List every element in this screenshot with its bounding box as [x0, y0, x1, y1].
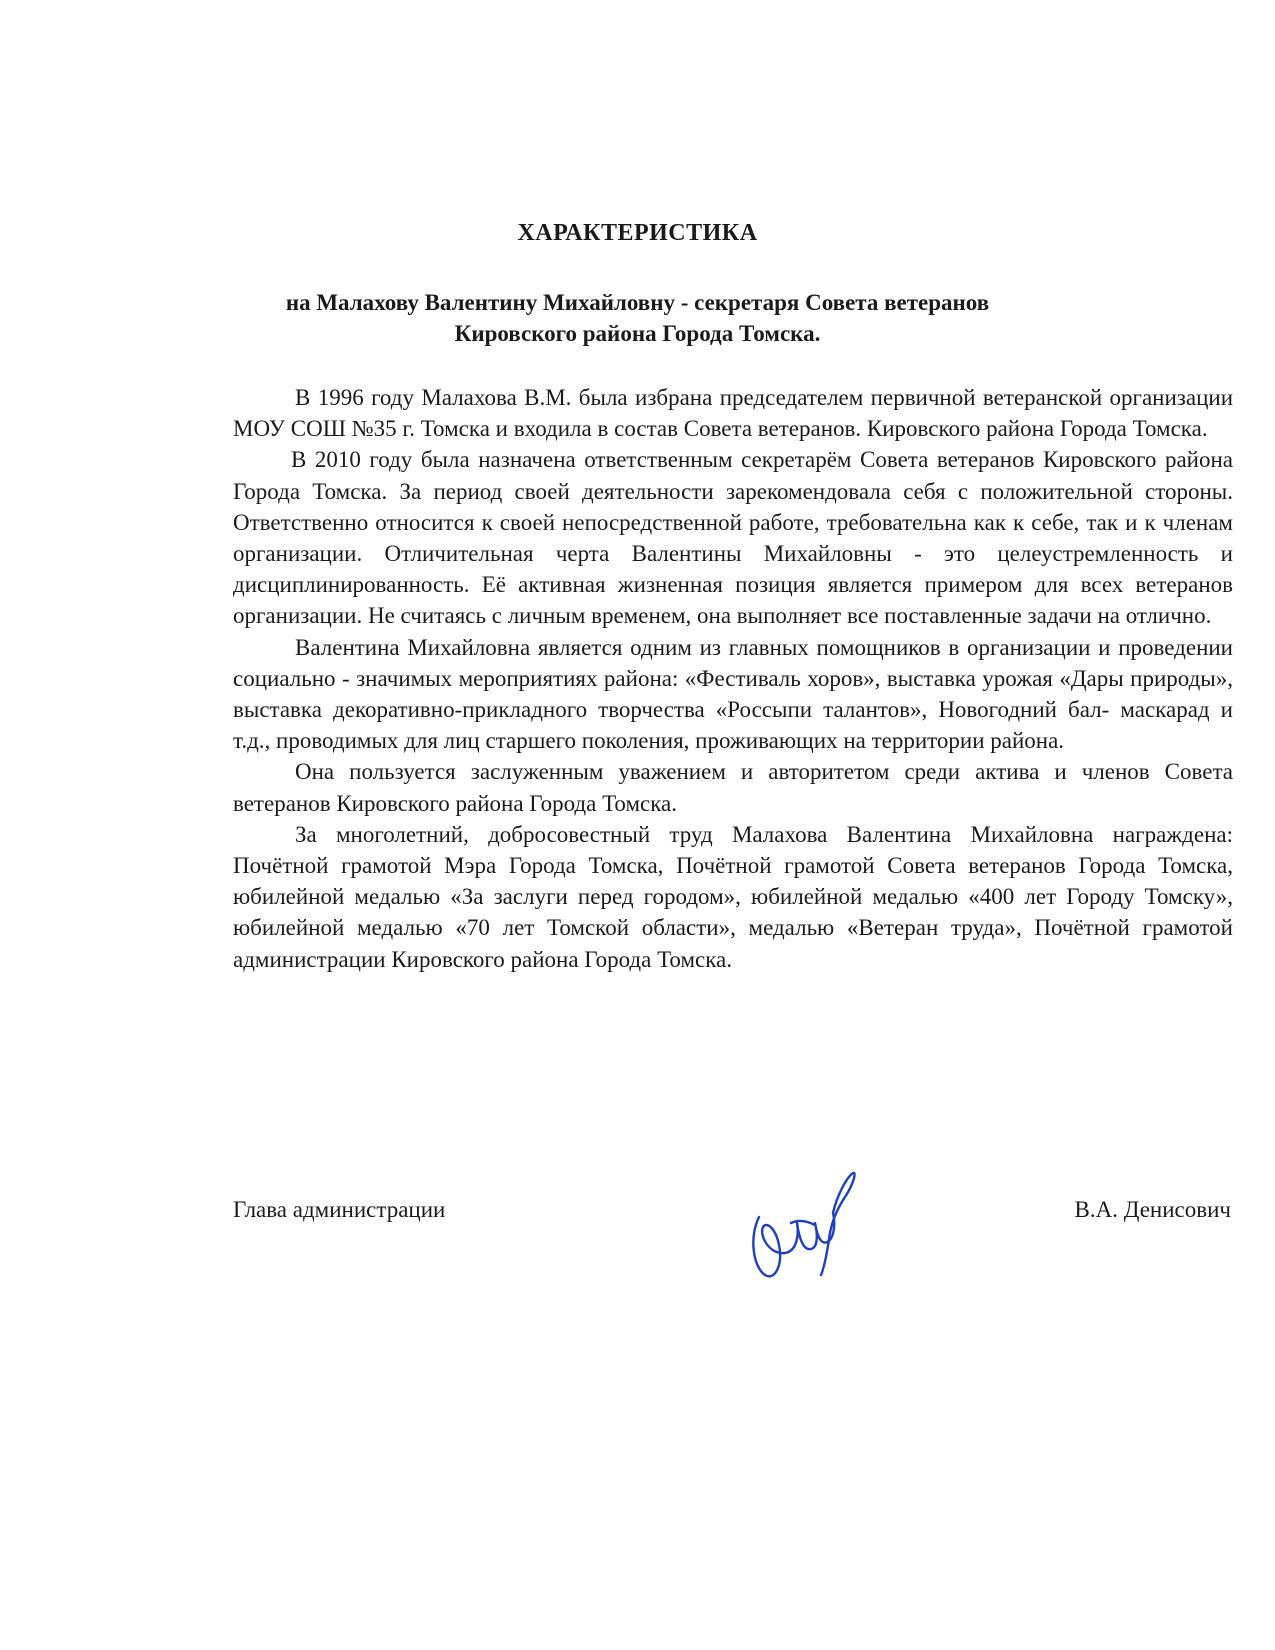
document-title: ХАРАКТЕРИСТИКА	[517, 220, 758, 246]
signature-stroke-flourish	[821, 1173, 855, 1275]
signature-stroke-tail	[791, 1221, 815, 1225]
document-body	[233, 382, 1233, 975]
paragraph-4: Она пользуется заслуженным уважением и авторитетом среди актива и членов Совета ветеранов Кировского района Города Томска.	[233, 759, 1233, 816]
paragraph-3: Валентина Михайловна является одним из главных помощников в организации и проведении социально - значимых мероприятиях района: «Фестиваль хоров», выставка урожая «Дары природы», выставка декоративно-прикладного творчества «Россыпи талантов», Новогодний бал- маскарад и т.д., проводимых для лиц старшего поколения, проживающих на территории района.	[233, 634, 1233, 754]
paragraph-5: За многолетний, добросовестный труд Малахова Валентина Михайловна награждена: Почётной грамотой Мэра Города Томска, Почётной грамотой Совета ветеранов Города Томска, юбилейной медалью «За заслуги перед городом», юбилейной медалью «400 лет Городу Томску», юбилейной медалью «70 лет Томской области», медалью «Ветеран труда», Почётной грамотой администрации Кировского района Города Томска.	[233, 821, 1233, 972]
signature-stroke-loop	[753, 1217, 797, 1276]
document-subtitle	[0, 287, 1275, 349]
subtitle-line-1: на Малахову Валентину Михайловну - секретаря Совета ветеранов	[285, 290, 990, 315]
signer-name: В.А. Денисович	[1074, 1197, 1231, 1222]
signer-position: Глава администрации	[233, 1197, 446, 1222]
paragraph-2: В 2010 году была назначена ответственным секретарём Совета ветеранов Кировского района Города Томска. За период своей деятельности зарекомендовала себя с положительной стороны. Ответственно относится к своей непосредственной работе, требовательна как к себе, так и к членам организации. Отличительная черта Валентины Михайловны - это целеустремленность и дисциплинированность. Её активная жизненная позиция является примером для всех ветеранов организации. Не считаясь с личным временем, она выполняет все поставленные задачи на отлично.	[233, 447, 1233, 629]
handwritten-signature	[745, 1165, 865, 1295]
paragraph-1: В 1996 году Малахова В.М. была избрана председателем первичной ветеранской организации МОУ СОШ №35 г. Томска и входила в состав Совета ветеранов. Кировского района Города Томска.	[233, 385, 1233, 442]
subtitle-line-2: Кировского района Города Томска.	[454, 321, 821, 346]
